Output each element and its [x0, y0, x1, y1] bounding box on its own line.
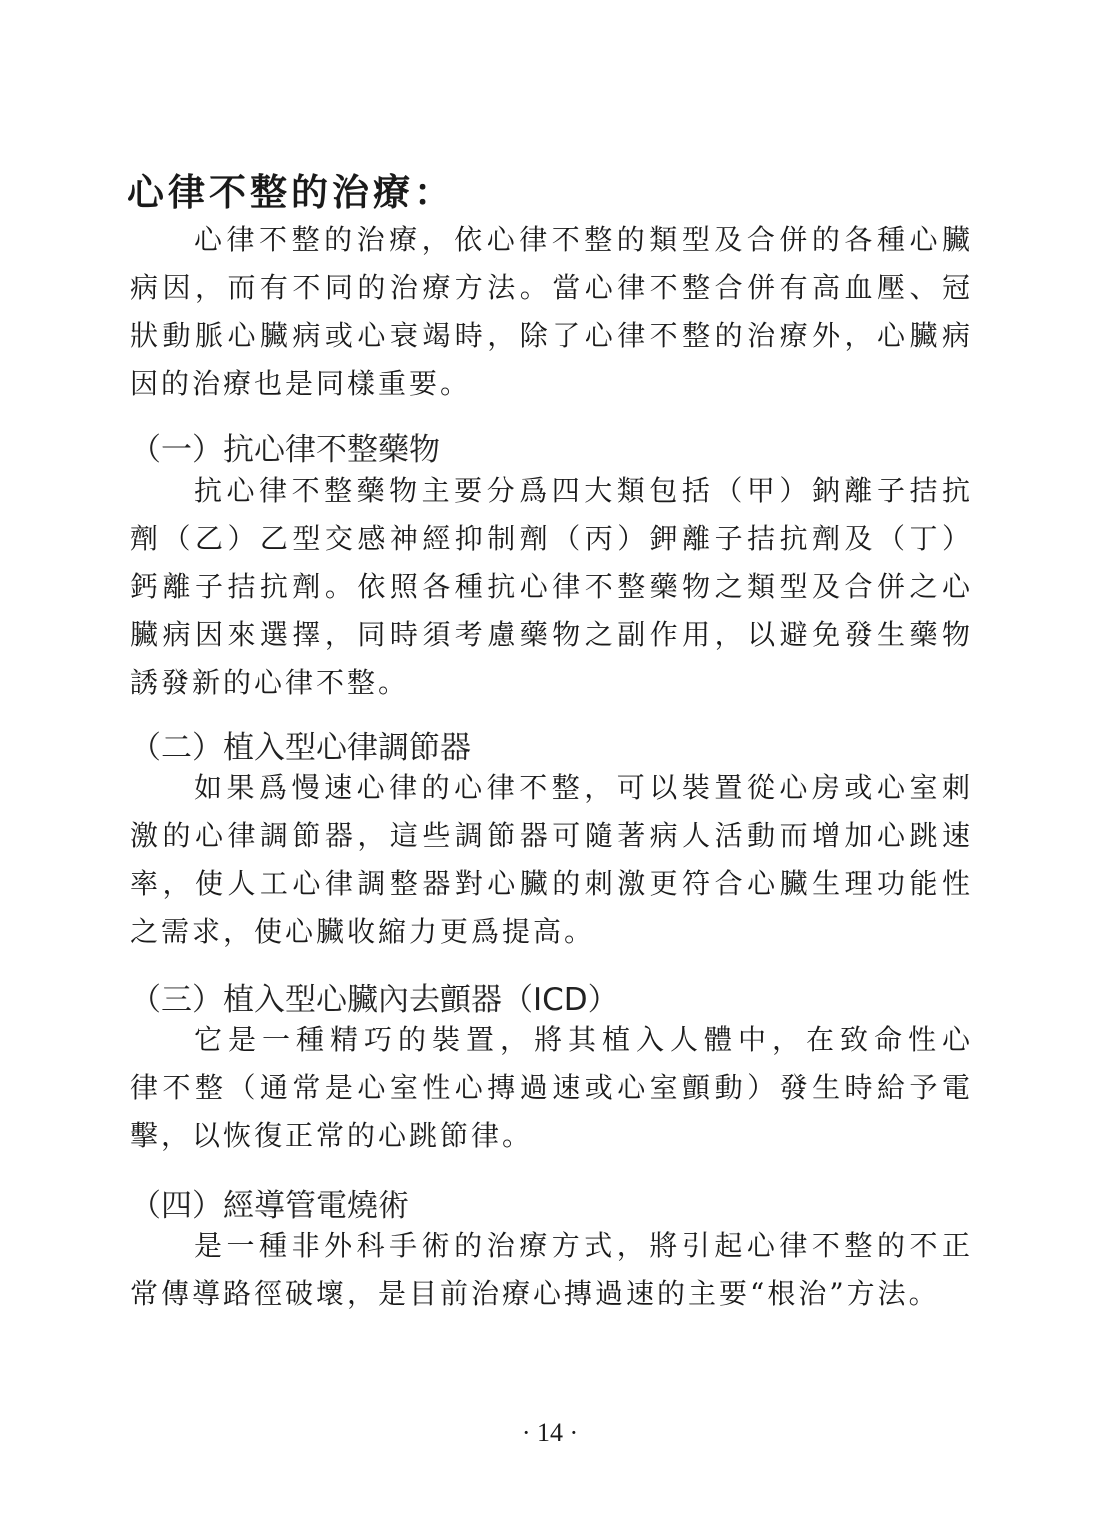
paragraph-line: 是一種非外科手術的治療方式，將引起心律不整的不正	[194, 1229, 970, 1262]
paragraph-line: 病因，而有不同的治療方法。當心律不整合併有高血壓、冠	[130, 271, 970, 304]
paragraph-line: 它是一種精巧的裝置，將其植入人體中，在致命性心	[194, 1023, 970, 1056]
section-heading-icd: （三）植入型心臟內去顫器（ICD）	[130, 982, 619, 1018]
paragraph-line: 率，使人工心律調整器對心臟的刺激更符合心臟生理功能性	[130, 867, 970, 900]
section-heading-catheter-ablation: （四）經導管電燒術	[130, 1188, 409, 1224]
paragraph-line: 心律不整的治療，依心律不整的類型及合併的各種心臟	[194, 223, 970, 256]
paragraph-line: 誘發新的心律不整。	[130, 666, 410, 699]
paragraph-line: 激的心律調節器，這些調節器可隨著病人活動而增加心跳速	[130, 819, 970, 852]
paragraph-line: 鈣離子拮抗劑。依照各種抗心律不整藥物之類型及合併之心	[130, 570, 970, 603]
paragraph-line: 因的治療也是同樣重要。	[130, 367, 472, 400]
paragraph-line: 如果爲慢速心律的心律不整，可以裝置從心房或心室刺	[194, 771, 970, 804]
paragraph-line: 擊，以恢復正常的心跳節律。	[130, 1119, 534, 1152]
section-paragraph-antiarrhythmic-drugs	[130, 467, 970, 707]
paragraph-line: 抗心律不整藥物主要分爲四大類包括（甲）鈉離子拮抗	[194, 474, 970, 507]
paragraph-line: 臟病因來選擇，同時須考慮藥物之副作用，以避免發生藥物	[130, 618, 970, 651]
intro-paragraph	[130, 216, 970, 408]
section-heading-antiarrhythmic-drugs: （一）抗心律不整藥物	[130, 432, 440, 468]
section-paragraph-icd	[130, 1016, 970, 1160]
paragraph-line: 劑（乙）乙型交感神經抑制劑（丙）鉀離子拮抗劑及（丁）	[130, 522, 970, 555]
paragraph-line: 狀動脈心臟病或心衰竭時，除了心律不整的治療外，心臟病	[130, 319, 970, 352]
section-paragraph-catheter-ablation	[130, 1222, 970, 1318]
section-heading-pacemaker: （二）植入型心律調節器	[130, 730, 471, 766]
paragraph-line: 律不整（通常是心室性心摶過速或心室顫動）發生時給予電	[130, 1071, 970, 1104]
paragraph-line: 之需求，使心臟收縮力更爲提高。	[130, 915, 596, 948]
paragraph-line: 常傳導路徑破壞，是目前治療心摶過速的主要“根治”方法。	[130, 1277, 940, 1310]
page-number: · 14 ·	[521, 1418, 579, 1447]
page-title: 心律不整的治療：	[127, 171, 455, 214]
section-paragraph-pacemaker	[130, 764, 970, 956]
